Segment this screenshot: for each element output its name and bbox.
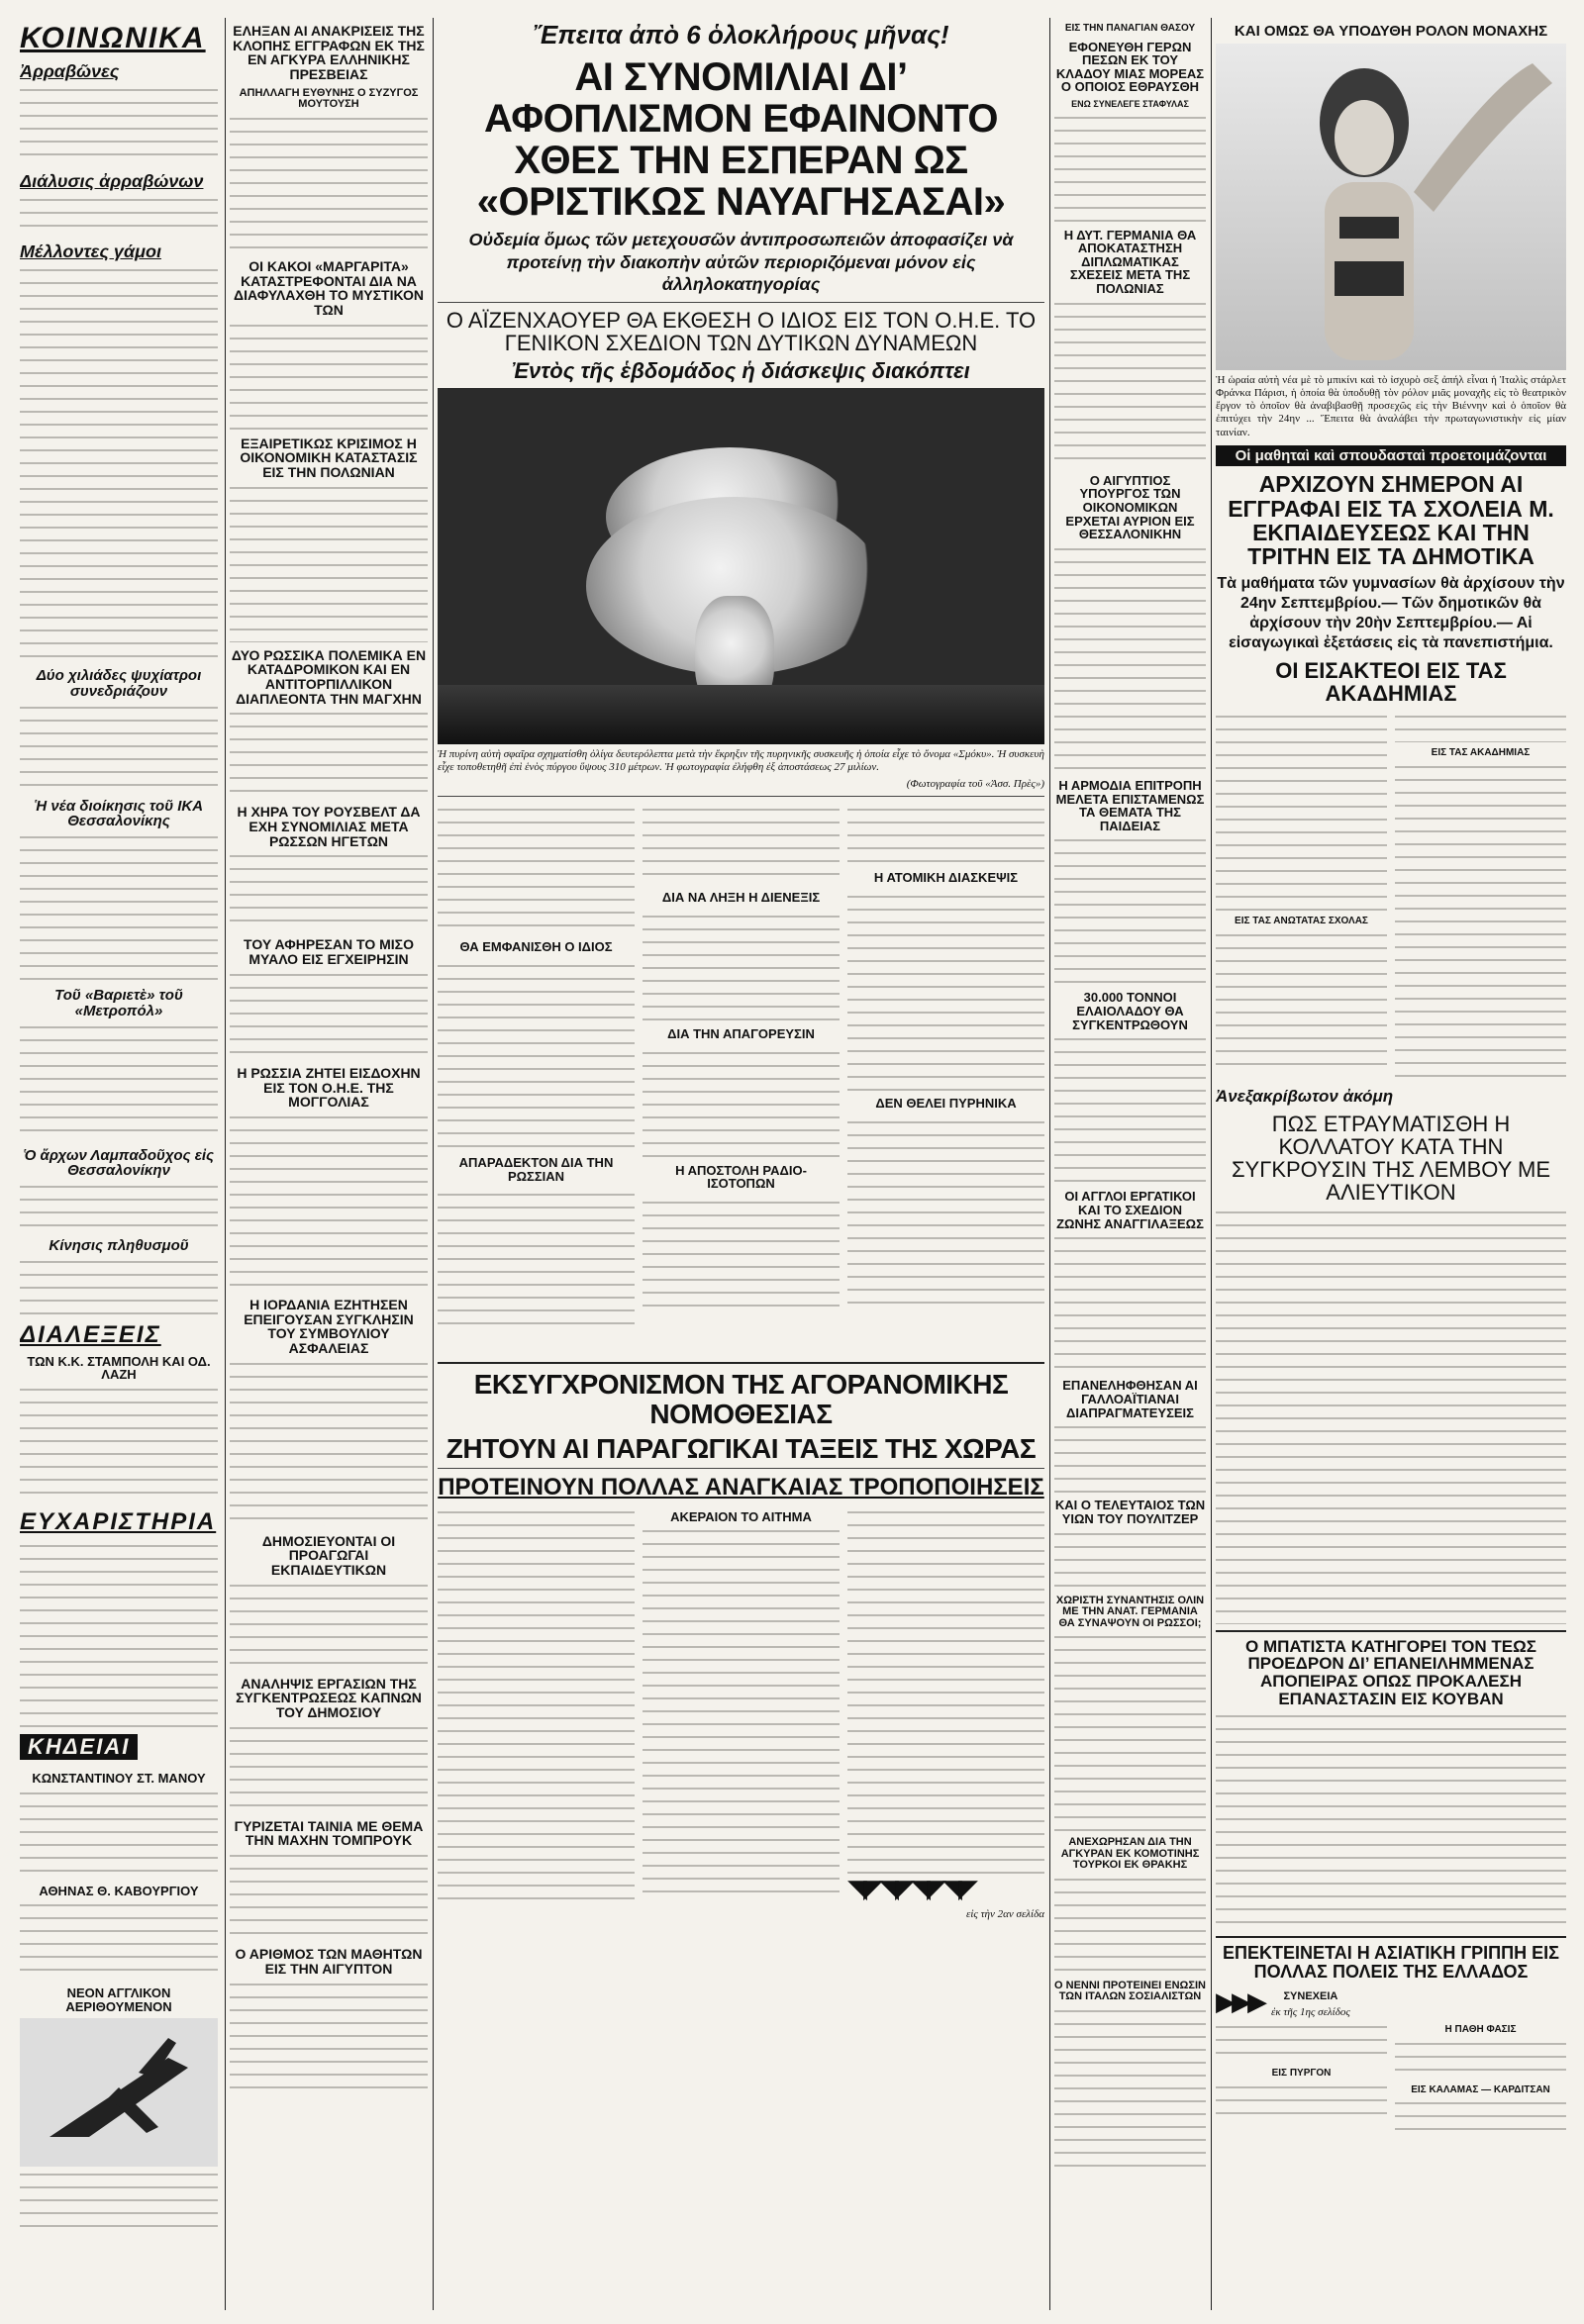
headline-moggolia: Η ΡΩΣΣΙΑ ΖΗΤΕΙ ΕΙΣΔΟΧΗΝ ΕΙΣ ΤΟΝ Ο.Η.Ε. ΤΗΣ ΜΟΓΓΟΛΙΑΣ bbox=[237, 1064, 421, 1111]
text-block bbox=[438, 1508, 635, 1904]
headline-agkyra: ΕΛΗΞΑΝ ΑΙ ΑΝΑΚΡΙΣΕΙΣ ΤΗΣ ΚΛΟΠΗΣ ΕΓΓΡΑΦΩΝ ΕΚ ΤΗΣ ΕΝ ΑΓΚΥΡΑ ΕΛΛΗΝΙΚΗΣ ΠΡΕΣΒΕΙΑΣ bbox=[233, 23, 425, 83]
headline-batista: Ο ΜΠΑΤΙΣΤΑ ΚΑΤΗΓΟΡΕΙ ΤΟΝ ΤΕΩΣ ΠΡΟΕΔΡΟΝ ΔΙ’ ΕΠΑΝΕΙΛΗΜΜΕΝΑΣ ΑΠΟΠΕΙΡΑΣ ΟΠΩΣ ΠΡΟΚΑΛΕΣΗ ΕΠΑΝΑΣΤΑΣΙΝ ΕΙΣ ΚΟΥΒΑΝ bbox=[1245, 1636, 1536, 1709]
text-block bbox=[20, 1258, 218, 1317]
text-block bbox=[230, 1360, 428, 1528]
deck-mathimata: Τὰ μαθήματα τῶν γυμνασίων θὰ ἀρχίσουν τὴν 24ην Σεπτεμβρίου.— Τῶν δημοτικῶν θὰ ἀρχίσουν τὴν 20ὴν Σεπτεμβρίου.— Αἱ εἰσαγωγικαὶ ἐξετάσεις εἰς τὰ πανεπιστήμια. bbox=[1217, 575, 1565, 651]
headline-pyrinika: ΔΕΝ ΘΕΛΕΙ ΠΥΡΗΝΙΚΑ bbox=[875, 1095, 1017, 1111]
sub-akadimias: ΕΙΣ ΤΑΣ ΑΚΑΔΗΜΙΑΣ bbox=[1431, 747, 1531, 759]
kinisis-heading: Κίνησις πληθυσμοῦ bbox=[49, 1237, 189, 1254]
text-block bbox=[230, 852, 428, 931]
headline-akeraion: ΑΚΕΡΑΙΟΝ ΤΟ ΑΙΤΗΜΑ bbox=[670, 1508, 812, 1524]
lead-headline: ΑΙ ΣΥΝΟΜΙΛΙΑΙ ΔΙ’ ΑΦΟΠΛΙΣΜΟΝ ΕΦΑΙΝΟΝΤΟ ΧΘΕΣ ΤΗΝ ΕΣΠΕΡΑΝ ΩΣ «ΟΡΙΣΤΙΚΩΣ ΝΑΥΑΓΗΣΑΣΑΙ» bbox=[476, 55, 1006, 224]
text-block bbox=[1216, 2083, 1387, 2123]
text-block bbox=[643, 1199, 840, 1317]
kicker-anexakrivoton: Ἀνεξακρίβωτον ἀκόμη bbox=[1216, 1087, 1394, 1107]
decorative-arrows: ▶▶▶ bbox=[1216, 1987, 1263, 2018]
text-block bbox=[20, 2171, 218, 2230]
headline-paideia: Η ΑΡΜΟΔΙΑ ΕΠΙΤΡΟΠΗ ΜΕΛΕΤΑ ΕΠΙΣΤΑΜΕΝΩΣ ΤΑ ΘΕΜΑΤΑ ΤΗΣ ΠΑΙΔΕΙΑΣ bbox=[1055, 777, 1205, 833]
text-block bbox=[847, 893, 1044, 1091]
column-4 bbox=[1054, 18, 1206, 2310]
right-column bbox=[1216, 18, 1566, 2310]
text-block bbox=[1395, 713, 1566, 742]
headline-lysi: ΔΙΑ ΝΑ ΛΗΞΗ Η ΔΙΕΝΕΞΙΣ bbox=[661, 890, 821, 906]
archon-heading: Ὁ ἄρχων Λαμπαδοῦχος εἰς Θεσσαλονίκην bbox=[23, 1146, 215, 1180]
column-1 bbox=[20, 18, 218, 2310]
headline-rossia: ΑΠΑΡΑΔΕΚΤΟΝ ΔΙΑ ΤΗΝ ΡΩΣΣΙΑΝ bbox=[458, 1154, 614, 1184]
neon-aggliko-heading: ΝΕΟΝ ΑΓΓΛΙΚΟΝ ΑΕΡΙΘΟΥΜΕΝΟΝ bbox=[65, 1985, 172, 2014]
lead-sub-eisenhower: Ο ΑΪΖΕΝΧΑΟΥΕΡ ΘΑ ΕΚΘΕΣΗ Ο ΙΔΙΟΣ ΕΙΣ ΤΟΝ Ο.Η.Ε. ΤΟ ΓΕΝΙΚΟΝ ΣΧΕΔΙΟΝ ΤΩΝ ΔΥΤΙΚΩΝ ΔΥΝΑΜΕΩΝ bbox=[446, 307, 1037, 355]
headline-aigyptios: Ο ΑΙΓΥΠΤΙΟΣ ΥΠΟΥΡΓΟΣ ΤΩΝ ΟΙΚΟΝΟΜΙΚΩΝ ΕΡΧΕΤΑΙ ΑΥΡΙΟΝ ΕΙΣ ΘΕΣΣΑΛΟΝΙΚΗΝ bbox=[1065, 472, 1195, 542]
text-block bbox=[1216, 931, 1387, 1070]
headline-polonia: ΕΞΑΙΡΕΤΙΚΩΣ ΚΡΙΣΙΜΟΣ Η ΟΙΚΟΝΟΜΙΚΗ ΚΑΤΑΣΤΑΣΙΣ ΕΙΣ ΤΗΝ ΠΟΛΩΝΙΑΝ bbox=[240, 435, 418, 480]
text-block bbox=[1216, 713, 1387, 911]
center-column bbox=[438, 18, 1044, 2310]
text-block bbox=[230, 322, 428, 431]
agora-headline-3: ΠΡΟΤΕΙΝΟΥΝ ΠΟΛΛΑΣ ΑΝΑΓΚΑΙΑΣ ΤΡΟΠΟΠΟΙΗΣΕΙΣ bbox=[438, 1474, 1044, 1501]
headline-engrafai: ΑΡΧΙΖΟΥΝ ΣΗΜΕΡΟΝ ΑΙ ΕΓΓΡΑΦΑΙ ΕΙΣ ΤΑ ΣΧΟΛΕΙΑ Μ. ΕΚΠΑΙΔΕΥΣΕΩΣ ΚΑΙ ΤΗΝ ΤΡΙΤΗΝ ΕΙΣ ΤΑ ΔΗΜΟΤΙΚΑ bbox=[1228, 471, 1554, 569]
text-block bbox=[230, 710, 428, 799]
text-block bbox=[847, 1118, 1044, 1307]
synecheia-label: ΣΥΝΕΧΕΙΑ bbox=[1283, 1989, 1338, 2002]
headline-poulitzer: ΚΑΙ Ο ΤΕΛΕΥΤΑΙΟΣ ΤΩΝ ΥΙΩΝ ΤΟΥ ΠΟΥΛΙΤΖΕΡ bbox=[1054, 1498, 1206, 1526]
text-block bbox=[847, 806, 1044, 865]
koinonika-header: ΚΟΙΝΩΝΙΚΑ bbox=[20, 22, 206, 54]
text-block bbox=[20, 1386, 218, 1504]
text-block bbox=[230, 484, 428, 642]
actress-photo bbox=[1216, 44, 1566, 370]
dialexeis-header: ΔΙΑΛΕΞΕΙΣ bbox=[20, 1320, 161, 1348]
text-block bbox=[1054, 2007, 1206, 2176]
synecheia-note: ἐκ τῆς 1ης σελίδος bbox=[1271, 2006, 1350, 2019]
headline-mathites-aigyptos: Ο ΑΡΙΘΜΟΣ ΤΩΝ ΜΑΘΗΤΩΝ ΕΙΣ ΤΗΝ ΑΙΓΥΠΤΟΝ bbox=[235, 1946, 423, 1977]
headline-margarita: ΟΙ ΚΑΚΟΙ «ΜΑΡΓΑΡΙΤΑ» ΚΑΤΑΣΤΡΕΦΟΝΤΑΙ ΔΙΑ ΝΑ ΔΙΑΦΥΛΑΧΘΗ ΤΟ ΜΥΣΤΙΚΟΝ ΤΩΝ bbox=[234, 257, 424, 318]
text-block bbox=[1054, 114, 1206, 223]
headline-aggloi: ΟΙ ΑΓΓΛΟΙ ΕΡΓΑΤΙΚΟΙ ΚΑΙ ΤΟ ΣΧΕΔΙΟΝ ΖΩΝΗΣ ΑΝΑΓΓΙΛΑΞΕΩΣ bbox=[1056, 1189, 1204, 1231]
headline-myalo: ΤΟΥ ΑΦΗΡΕΣΑΝ ΤΟ ΜΙΣΟ ΜΥΑΛΟ ΕΙΣ ΕΓΧΕΙΡΗΣΙΝ bbox=[244, 936, 414, 968]
headline-nenni: Ο ΝΕΝΝΙ ΠΡΟΤΕΙΝΕΙ ΕΝΩΣΙΝ ΤΩΝ ΙΤΑΛΩΝ ΣΟΣΙΑΛΙΣΤΩΝ bbox=[1054, 1979, 1206, 2003]
text-block bbox=[1054, 1876, 1206, 1975]
text-block bbox=[20, 1901, 218, 1981]
text-block bbox=[1054, 1530, 1206, 1590]
text-block bbox=[20, 86, 218, 165]
nuclear-explosion-photo bbox=[438, 388, 1044, 744]
text-block bbox=[1054, 836, 1206, 985]
continued-note: εἰς τὴν 2αν σελίδα bbox=[965, 1907, 1044, 1920]
variete-heading: Τοῦ «Βαριετὲ» τοῦ «Μετροπόλ» bbox=[54, 987, 183, 1019]
text-block bbox=[643, 1049, 840, 1158]
text-block bbox=[1395, 2099, 1566, 2139]
headline-geron: ΕΦΟΝΕΥΘΗ ΓΕΡΩΝ ΠΕΣΩΝ ΕΚ ΤΟΥ ΚΛΑΔΟΥ ΜΙΑΣ ΜΟΡΕΑΣ Ο ΟΠΟΙΟΣ ΕΘΡΑΥΣΘΗ bbox=[1055, 39, 1205, 95]
lead-deck: Οὐδεμία ὅμως τῶν μετεχουσῶν ἀντιπροσωπειῶν ἀποφασίζει νὰ προτείνῃ τὴν διακοπὴν αὐτῶν περιοριζόμεναι μόνον εἰς ἀλληλοκατηγορίας bbox=[468, 230, 1014, 294]
text-block bbox=[438, 962, 635, 1150]
text-block bbox=[847, 1508, 1044, 1875]
sub-pyrgon: ΕΙΣ ΠΥΡΓΟΝ bbox=[1271, 2068, 1332, 2080]
lead-kicker: Ἔπειτα ἀπὸ 6 ὁλοκλήρους μῆνας! bbox=[533, 20, 949, 49]
text-block bbox=[1216, 1712, 1566, 1930]
jet-photo bbox=[20, 2018, 218, 2167]
headline-germania-polonia: Η ΔΥΤ. ΓΕΡΜΑΝΙΑ ΘΑ ΑΠΟΚΑΤΑΣΤΗΣΗ ΔΙΠΛΩΜΑΤΙΚΑΣ ΣΧΕΣΕΙΣ ΜΕΤΑ ΤΗΣ ΠΟΛΩΝΙΑΣ bbox=[1063, 227, 1197, 297]
text-block bbox=[230, 1852, 428, 1941]
text-block bbox=[1395, 763, 1566, 1080]
headline-rossika-polemika: ΔΥΟ ΡΩΣΣΙΚΑ ΠΟΛΕΜΙΚΑ ΕΝ ΚΑΤΑΔΡΟΜΙΚΟΝ ΚΑΙ ΕΝ ΑΝΤΙΤΟΡΠΙΛΛΙΚΟΝ ΔΙΑΠΛΕΟΝΤΑ ΤΗΝ ΜΑΓΧΗΝ bbox=[231, 646, 427, 707]
text-block bbox=[230, 1582, 428, 1671]
text-block bbox=[1395, 2040, 1566, 2080]
text-block bbox=[1054, 1633, 1206, 1831]
decorative-arrows: ◥◤◥◤◥◤◥◤ bbox=[847, 1874, 974, 1904]
text-block bbox=[20, 1790, 218, 1879]
text-block bbox=[230, 1981, 428, 2099]
text-block bbox=[230, 115, 428, 253]
text-block bbox=[438, 806, 635, 934]
arravones-heading: Ἀρραβῶνες bbox=[20, 61, 120, 81]
headline-agkyran: ΑΝΕΧΩΡΗΣΑΝ ΔΙΑ ΤΗΝ ΑΓΚΥΡΑΝ ΕΚ ΚΟΜΟΤΙΝΗΣ ΤΟΥΡΚΟΙ ΕΚ ΘΡΑΚΗΣ bbox=[1060, 1836, 1200, 1872]
text-block bbox=[20, 1023, 218, 1142]
headline-roosevelt: Η ΧΗΡΑ ΤΟΥ ΡΟΥΣΒΕΛΤ ΔΑ ΕΧΗ ΣΥΝΟΜΙΛΙΑΣ ΜΕΤΑ ΡΩΣΣΩΝ ΗΓΕΤΩΝ bbox=[237, 804, 421, 849]
topline-thasos: ΕΙΣ ΤΗΝ ΠΑΝΑΓΙΑΝ ΘΑΣΟΥ bbox=[1064, 23, 1196, 34]
lead-sub-diaskepsis: Ἐντὸς τῆς ἑβδομάδος ἡ διάσκεψις διακόπτει bbox=[512, 357, 970, 383]
sub-anotatas: ΕΙΣ ΤΑΣ ΑΝΩΤΑΤΑΣ ΣΧΟΛΑΣ bbox=[1235, 916, 1368, 927]
text-block bbox=[20, 1183, 218, 1232]
dialexeis-subheading: ΤΩΝ Κ.Κ. ΣΤΑΜΠΟΛΗ ΚΑΙ ΟΔ. ΛΑΖΗ bbox=[27, 1353, 211, 1383]
text-block bbox=[1054, 300, 1206, 468]
text-block bbox=[1054, 1035, 1206, 1184]
kideiai-subheading: ΚΩΝΣΤΑΝΤΙΝΟΥ ΣΤ. ΜΑΝΟΥ bbox=[32, 1771, 206, 1787]
headline-radio: Η ΑΠΟΣΤΟΛΗ ΡΑΔΙΟ-ΙΣΟΤΟΠΩΝ bbox=[675, 1162, 807, 1192]
text-block bbox=[230, 1724, 428, 1813]
text-block bbox=[1216, 1209, 1566, 1624]
woman-photo-icon bbox=[1216, 44, 1566, 370]
photo-caption: Ἡ πυρίνη αὐτὴ σφαῖρα σχηματίσθη ὀλίγα δευτερόλεπτα μετὰ τὴν ἔκρηξιν τῆς πυρηνικῆς συσκευῆς ἡ ὁποία εἶχε τὸ ὄνομα «Σμόκυ». Ἡ συσκευὴ εἶχε τοποθετηθῆ ἐπὶ ἑνὸς πύργου ὕψους 310 μέτρων. Ἡ φωτογραφία ἐλήφθη ἐξ ἀποστάσεως 27 μιλίων. bbox=[438, 747, 1044, 773]
text-block bbox=[643, 806, 840, 885]
subheadline-moutousi: ΑΠΗΛΛΑΓΗ ΕΥΘΥΝΗΣ Ο ΣΥΖΥΓΟΣ ΜΟΥΤΟΥΣΗ bbox=[239, 86, 419, 111]
headline-iordania: Η ΙΟΡΔΑΝΙΑ ΕΖΗΤΗΣΕΝ ΕΠΕΙΓΟΥΣΑΝ ΣΥΓΚΛΗΣΙΝ ΤΟΥ ΣΥΜΒΟΥΛΙΟΥ ΑΣΦΑΛΕΙΑΣ bbox=[244, 1296, 414, 1356]
text-block bbox=[1216, 2023, 1387, 2063]
topline-monachi: ΚΑΙ ΟΜΩΣ ΘΑ ΥΠΟΔΥΘΗ ΡΟΛΟΝ ΜΟΝΑΧΗΣ bbox=[1234, 23, 1548, 40]
headline-syskepsi: ΧΩΡΙΣΤΗ ΣΥΝΑΝΤΗΣΙΣ ΟΛΙΝ ΜΕ ΤΗΝ ΑΝΑΤ. ΓΕΡΜΑΝΙΑ ΘΑ ΣΥΝΑΨΟΥΝ ΟΙ ΡΩΣΣΟΙ; bbox=[1055, 1594, 1205, 1629]
text-block bbox=[20, 266, 218, 662]
text-block bbox=[230, 971, 428, 1060]
text-block bbox=[643, 913, 840, 1021]
actress-caption: Ἡ ὡραία αὐτὴ νέα μὲ τὸ μπικίνι καὶ τὸ ἰσχυρὸ σεξ ἀπήλ εἶναι ἡ Ἰταλὶς στάρλετ Φράνκα Πάρισι, ἡ ὁποία θὰ ὑποδυθῇ τὸν ρόλον μιᾶς μοναχῆς εἰς τὸ θεατρικὸν ἔργον τὸ ὁποῖον θὰ ἀναβιβασθῇ προσεχῶς εἰς τὴν Βιέννην καὶ ὁ ὁποῖον θὰ ἐπιτύχει τὴν 24ην ... Ἔπειτα θὰ ἀναλάβει τὴν πρωταγωνιστικὴν εἰς μίαν ταινίαν. bbox=[1216, 373, 1566, 438]
text-block bbox=[1054, 1423, 1206, 1493]
agora-headline-2: ΖΗΤΟΥΝ ΑΙ ΠΑΡΑΓΩΓΙΚΑΙ ΤΑΞΕΙΣ ΤΗΣ ΧΩΡΑΣ bbox=[446, 1433, 1037, 1465]
text-block bbox=[20, 1542, 218, 1730]
headline-atomikh: Η ΑΤΟΜΙΚΗ ΔΙΑΣΚΕΨΙΣ bbox=[873, 870, 1019, 886]
text-block bbox=[643, 1527, 840, 1903]
psychiatroi-heading: Δύο χιλιάδες ψυχίατροι συνεδριάζουν bbox=[36, 667, 202, 700]
headline-galloaitiani: ΕΠΑΝΕΛΗΦΘΗΣΑΝ ΑΙ ΓΑΛΛΟΑΪΤΙΑΝΑΙ ΔΙΑΠΡΑΓΜΑΤΕΥΣΕΙΣ bbox=[1062, 1378, 1198, 1420]
headline-eisakteoi: ΟΙ ΕΙΣΑΚΤΕΟΙ ΕΙΣ ΤΑΣ ΑΚΑΔΗΜΙΑΣ bbox=[1275, 658, 1507, 707]
headline-tainia: ΓΥΡΙΖΕΤΑΙ ΤΑΙΝΙΑ ΜΕ ΘΕΜΑ ΤΗΝ ΜΑΧΗΝ ΤΟΜΠΡΟΥΚ bbox=[234, 1817, 424, 1849]
kideiai-header: ΚΗΔΕΙΑΙ bbox=[20, 1734, 138, 1760]
headline-emfanisthei: ΘΑ ΕΜΦΑΝΙΣΘΗ Ο ΙΔΙΟΣ bbox=[459, 939, 613, 955]
jet-icon bbox=[20, 2018, 218, 2167]
text-block bbox=[20, 833, 218, 982]
text-block bbox=[1054, 545, 1206, 773]
text-block bbox=[438, 1191, 635, 1329]
sub-fasis: Η ΠΑΘΗ ΦΑΣΙΣ bbox=[1444, 2024, 1517, 2036]
dialysis-heading: Διάλυσις ἀρραβώνων bbox=[20, 171, 204, 191]
banner-mathitai: Οἱ μαθηταὶ καὶ σπουδασταὶ προετοιμάζονται bbox=[1216, 445, 1566, 467]
text-block bbox=[20, 196, 218, 236]
column-2 bbox=[230, 18, 428, 2310]
efcharistiria-header: ΕΥΧΑΡΙΣΤΗΡΙΑ bbox=[20, 1508, 217, 1536]
text-block bbox=[230, 1114, 428, 1292]
agora-headline-1: ΕΚΣΥΓΧΡΟΝΙΣΜΟΝ ΤΗΣ ΑΓΟΡΑΝΟΜΙΚΗΣ ΝΟΜΟΘΕΣΙΑΣ bbox=[473, 1369, 1009, 1429]
text-block bbox=[1054, 1234, 1206, 1373]
headline-apagoreusin: ΔΙΑ ΤΗΝ ΑΠΑΓΟΡΕΥΣΙΝ bbox=[667, 1025, 815, 1041]
mellontes-gamoi-heading: Μέλλοντες γάμοι bbox=[20, 242, 161, 261]
sub-kalamas: ΕΙΣ ΚΑΛΑΜΑΣ — ΚΑΡΔΙΤΣΑΝ bbox=[1411, 2083, 1550, 2095]
ika-heading: Ἡ νέα διοίκησις τοῦ ΙΚΑ Θεσσαλονίκης bbox=[34, 797, 204, 830]
headline-kollatou: ΠΩΣ ΕΤΡΑΥΜΑΤΙΣΘΗ Η ΚΟΛΛΑΤΟΥ ΚΑΤΑ ΤΗΝ ΣΥΓΚΡΟΥΣΙΝ ΤΗΣ ΛΕΜΒΟΥ ΜΕ ΑΛΙΕΥΤΙΚΟΝ bbox=[1231, 1112, 1551, 1206]
headline-kapnon: ΑΝΑΛΗΨΙΣ ΕΡΓΑΣΙΩΝ ΤΗΣ ΣΥΓΚΕΝΤΡΩΣΕΩΣ ΚΑΠΝΩΝ ΤΟΥ ΔΗΜΟΣΙΟΥ bbox=[236, 1675, 422, 1721]
kavourgiou-heading: ΑΘΗΝΑΣ Θ. ΚΑΒΟΥΡΓΙΟΥ bbox=[39, 1883, 199, 1898]
subheadline-stafylas: ΕΝΩ ΣΥΝΕΛΕΓΕ ΣΤΑΦΥΛΑΣ bbox=[1071, 99, 1189, 110]
photo-credit: (Φωτογραφία τοῦ «Ἀσσ. Πρὲς») bbox=[906, 778, 1044, 791]
headline-elaiolado: 30.000 ΤΟΝΝΟΙ ΕΛΑΙΟΛΑΔΟΥ ΘΑ ΣΥΓΚΕΝΤΡΩΘΟΥΝ bbox=[1072, 990, 1188, 1032]
headline-proagogai: ΔΗΜΟΣΙΕΥΟΝΤΑΙ ΟΙ ΠΡΟΑΓΩΓΑΙ ΕΚΠΑΙΔΕΥΤΙΚΩΝ bbox=[261, 1532, 396, 1579]
text-block bbox=[20, 704, 218, 793]
headline-gripi: ΕΠΕΚΤΕΙΝΕΤΑΙ Η ΑΣΙΑΤΙΚΗ ΓΡΙΠΠΗ ΕΙΣ ΠΟΛΛΑΣ ΠΟΛΕΙΣ ΤΗΣ ΕΛΛΑΔΟΣ bbox=[1223, 1942, 1559, 1982]
